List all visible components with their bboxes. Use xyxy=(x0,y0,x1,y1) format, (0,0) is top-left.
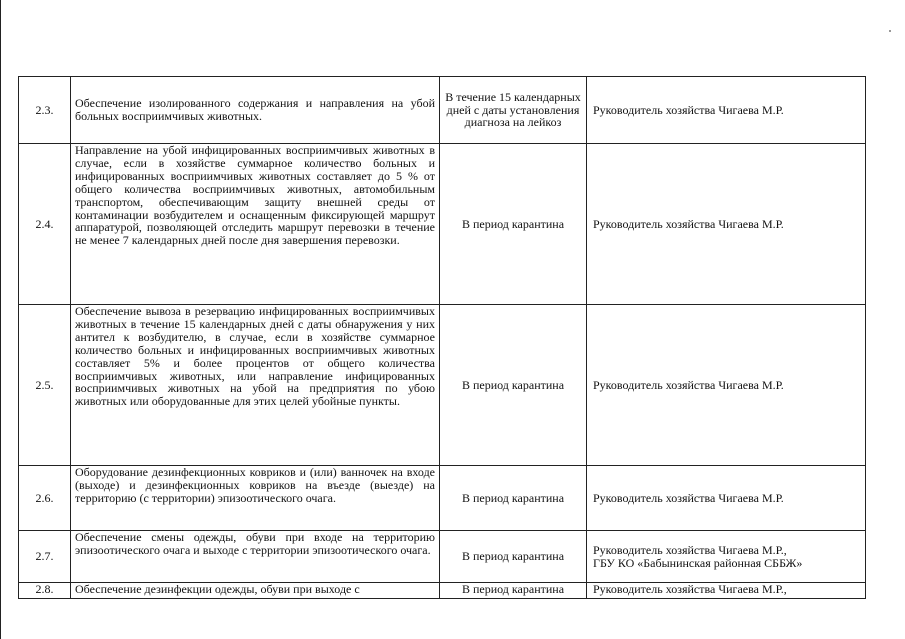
responsible-cell xyxy=(587,531,866,583)
term-text: В период карантина xyxy=(440,144,587,305)
scan-edge xyxy=(0,0,1,639)
term-text: В период карантина xyxy=(440,531,587,583)
term-text: В период карантина xyxy=(440,583,587,599)
responsible-cell xyxy=(587,305,866,466)
responsible-line: Руководитель хозяйства Чигаева М.Р., xyxy=(593,542,787,557)
action-text: Обеспечение изолированного содержания и направления на убой больных восприимчивых животных. xyxy=(71,77,440,144)
responsible-line: Руководитель хозяйства Чигаева М.Р. xyxy=(593,216,784,231)
table-row xyxy=(19,466,866,531)
action-text: Обеспечение вывоза в резервацию инфицированных восприимчивых животных в течение 15 календарных дней с даты обнаружения у них антител к возбудителю, в случае, если в хозяйстве суммарное количество больных и инфицированных восприимчивых животных составляет 5% и более процентов от общего количества восприимчивых животных, или направление инфицированных восприимчивых животных на убой на предприятия по убою животных или оборудованные для этих целей убойные пункты. xyxy=(71,305,440,466)
term-text: В период карантина xyxy=(440,466,587,531)
item-number: 2.5. xyxy=(19,305,71,466)
item-number: 2.6. xyxy=(19,466,71,531)
table-row xyxy=(19,305,866,466)
term-text: В течение 15 календарных дней с даты установления диагноза на лейкоз xyxy=(440,77,587,144)
table-row xyxy=(19,583,866,599)
scan-speck xyxy=(889,30,891,32)
table-row xyxy=(19,531,866,583)
responsible-line: Руководитель хозяйства Чигаева М.Р. xyxy=(593,102,784,117)
action-text: Оборудование дезинфекционных ковриков и (или) ванночек на входе (выходе) и дезинфекционных ковриков на въезде (выезде) на территорию (с территории) эпизоотического очага. xyxy=(71,466,440,531)
action-text: Направление на убой инфицированных восприимчивых животных в случае, если в хозяйстве суммарное количество больных и инфицированных восприимчивых животных составляет до 5 % от общего количества восприимчивых животных, автомобильным транспортом, обеспечивающим защиту внешней среды от контаминации возбудителем и оснащенным фиксирующей маршрут аппаратурой, позволяющей отследить маршрут перевозки в течение не менее 7 календарных дней после дня завершения перевозки. xyxy=(71,144,440,305)
item-number: 2.7. xyxy=(19,531,71,583)
item-number: 2.4. xyxy=(19,144,71,305)
item-number: 2.8. xyxy=(19,583,71,599)
responsible-cell xyxy=(587,466,866,531)
item-number: 2.3. xyxy=(19,77,71,144)
responsible-cell xyxy=(587,583,866,599)
term-text: В период карантина xyxy=(440,305,587,466)
table-row xyxy=(19,144,866,305)
responsible-line: Руководитель хозяйства Чигаева М.Р. xyxy=(593,377,784,392)
responsible-line: ГБУ КО «Бабынинская районная СББЖ» xyxy=(593,555,803,570)
action-text: Обеспечение смены одежды, обуви при входе на территорию эпизоотического очага и выходе с территории эпизоотического очага. xyxy=(71,531,440,583)
responsible-line: Руководитель хозяйства Чигаева М.Р. xyxy=(593,490,784,505)
responsible-cell xyxy=(587,144,866,305)
table-row xyxy=(19,77,866,144)
action-text: Обеспечение дезинфекции одежды, обуви при выходе с xyxy=(71,583,440,599)
responsible-line: Руководитель хозяйства Чигаева М.Р., xyxy=(593,582,787,596)
measures-table xyxy=(18,76,866,599)
responsible-cell xyxy=(587,77,866,144)
